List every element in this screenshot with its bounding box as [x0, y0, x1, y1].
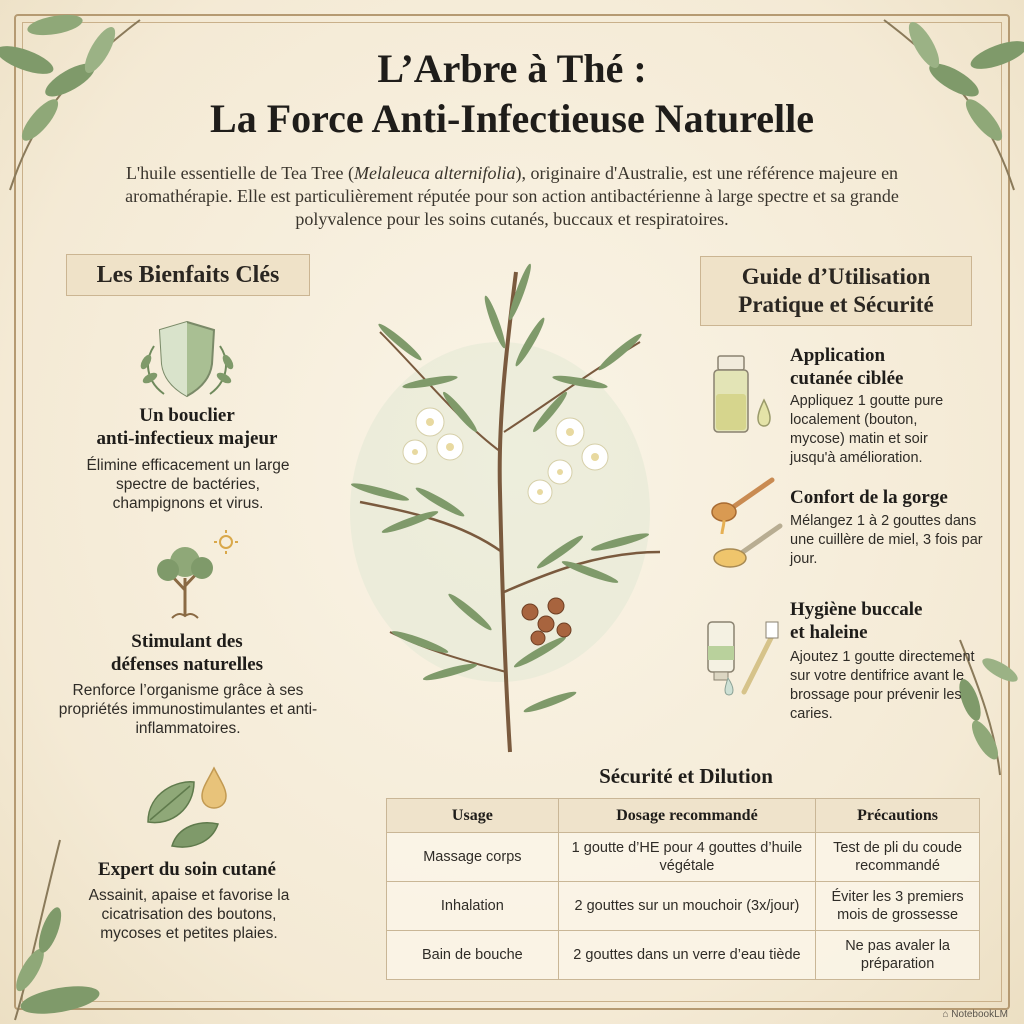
intro-paragraph	[110, 162, 914, 231]
column-header: Précautions	[816, 799, 980, 833]
column-header: Usage	[387, 799, 559, 833]
guide-3-desc: Ajoutez 1 goutte directement sur votre dentifrice avant le brossage pour prévenir les caries.	[790, 649, 975, 722]
table-cell-precaution: Éviter les 3 premiers mois de grossesse	[816, 882, 980, 931]
table-cell-usage: Massage corps	[387, 833, 559, 882]
notebooklm-watermark	[942, 1009, 1008, 1020]
benefits-heading: Les Bienfaits Clés	[66, 254, 310, 296]
table-row	[387, 882, 980, 931]
leaves-drop-icon	[138, 762, 238, 852]
watermark-text: NotebookLM	[951, 1009, 1008, 1020]
intro-latin-name: Melaleuca alternifolia	[354, 163, 516, 183]
intro-text-2: ), originaire d'Australie, est une référence majeure en aromathérapie. Elle est particulièrement réputée pour son action antibactérienne à large spectre et sa grande polyvalence pour les soins cutanés, buccaux et respiratoires.	[125, 163, 899, 229]
safety-table	[386, 798, 980, 980]
column-header: Dosage recommandé	[558, 799, 815, 833]
table-cell-dosage: 2 gouttes dans un verre d’eau tiède	[558, 931, 815, 980]
watermark-logo-icon: ⌂	[942, 1009, 949, 1020]
guide-1-desc: Appliquez 1 goutte pure localement (bouton, mycose) matin et soir jusqu'à amélioration.	[790, 393, 944, 466]
benefit-3-title: Expert du soin cutané	[98, 859, 276, 880]
table-cell-precaution: Test de pli du coude recommandé	[816, 833, 980, 882]
table-cell-dosage: 1 goutte d’HE pour 4 gouttes d’huile végétale	[558, 833, 815, 882]
tree-sun-icon	[140, 528, 240, 624]
table-cell-dosage: 2 gouttes sur un mouchoir (3x/jour)	[558, 882, 815, 931]
toothbrush-icon	[704, 616, 784, 696]
guide-1-title: Application cutanée ciblée	[790, 345, 904, 389]
intro-text-1: L'huile essentielle de Tea Tree (	[125, 163, 355, 183]
table-cell-precaution: Ne pas avaler la préparation	[816, 931, 980, 980]
table-cell-usage: Bain de bouche	[387, 931, 559, 980]
shield-laurel-icon	[134, 316, 240, 402]
title-line-1: L’Arbre à Thé :	[377, 46, 647, 91]
benefit-2-title: Stimulant des défenses naturelles	[110, 631, 264, 675]
guide-2-title: Confort de la gorge	[790, 487, 948, 508]
guide-heading: Guide d’Utilisation Pratique et Sécurité	[700, 256, 972, 326]
benefit-3-desc: Assainit, apaise et favorise la cicatrisation des boutons, mycoses et petites plaies.	[88, 887, 290, 942]
benefit-1-title: Un bouclier anti-infectieux majeur	[96, 405, 278, 449]
benefit-1-desc: Élimine efficacement un large spectre de bactéries, champignons et virus.	[86, 457, 290, 512]
tea-tree-branch-icon	[320, 252, 684, 762]
guide-3-title: Hygiène buccale et haleine	[790, 599, 923, 643]
oil-bottle-icon	[708, 354, 778, 438]
title-line-2: La Force Anti-Infectieuse Naturelle	[210, 96, 814, 141]
page-title	[120, 44, 904, 144]
benefit-2-desc: Renforce l’organisme grâce à ses propriétés immunostimulantes et anti-inflammatoires.	[58, 682, 318, 737]
safety-heading: Sécurité et Dilution	[599, 764, 773, 788]
table-row	[387, 833, 980, 882]
table-row	[387, 931, 980, 980]
guide-2-desc: Mélangez 1 à 2 gouttes dans une cuillère de miel, 3 fois par jour.	[790, 513, 983, 567]
table-header-row	[387, 799, 980, 833]
table-cell-usage: Inhalation	[387, 882, 559, 931]
honey-spoon-icon	[706, 474, 784, 574]
